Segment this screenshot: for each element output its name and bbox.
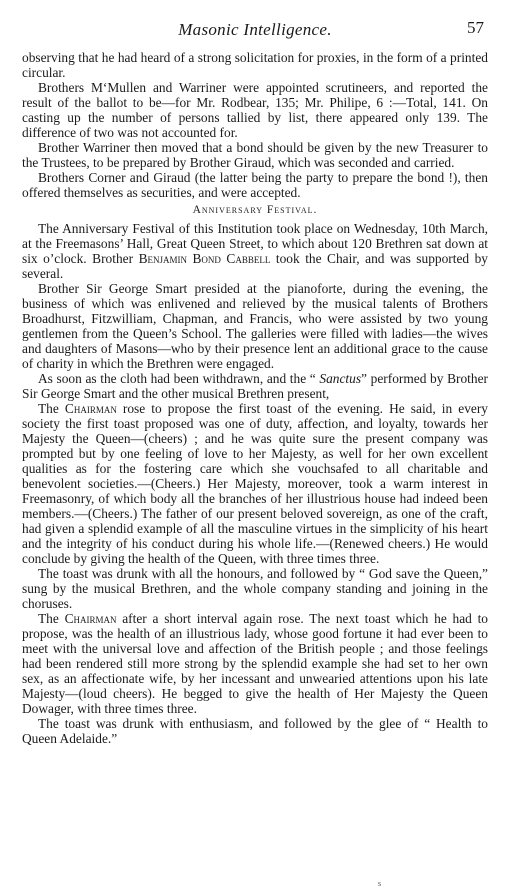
page	[22, 16, 488, 746]
page-number: 57	[467, 18, 484, 37]
paragraph	[22, 221, 488, 281]
text-span: As soon as the cloth had been withdrawn, and the “	[38, 371, 320, 386]
paragraph: observing that he had heard of a strong solicitation for proxies, in the form of a printed circular.	[22, 50, 488, 80]
paragraph	[22, 401, 488, 566]
paragraph: Brother Warriner then moved that a bond should be given by the new Treasurer to the Trustees, to be prepared by Brother Giraud, which was seconded and carried.	[22, 140, 488, 170]
text-span: ” performed by Brother Sir George Smart and the other musical Brethren present,	[22, 371, 488, 401]
running-header	[22, 16, 488, 40]
chairman-name: Benjamin Bond Cabbell	[138, 251, 271, 266]
paragraph	[22, 611, 488, 716]
paragraph	[22, 371, 488, 401]
text-span: took the Chair, and was supported by several.	[22, 251, 489, 281]
text-span: after a short interval again rose. The next toast which he had to propose, was the health of an illustrious lady, whose good fortune it had ever been to meet with the universal love and affection of the British people ; and those feelings had been rendered still more strong by the splendid example she had set to her own sex, as an affectionate wife, by her incessant and unwearied attentions upon his late Majesty—(loud cheers). He begged to give the health of Her Majesty the Queen Dowager, with three times three.	[22, 611, 488, 716]
text-span: The Anniversary Festival of this Institution took place on Wednesday, 10th March, at the Freemasons’ Hall, Great Queen Street, to which about 120 Brethren sat down at six o’clock. Brother	[22, 221, 488, 266]
paragraph: Brothers Corner and Giraud (the latter being the party to prepare the bond !), then offered themselves as securities, and were accepted.	[22, 170, 488, 200]
text-span: rose to propose the first toast of the evening. He said, in every society the first toast proposed was one of duty, affection, and loyalty, towards her Majesty the Queen—(cheers) ; and he was quite sure the present company was prompted but by one feeling of love to her Majesty, as well for her own excellent qualities as for the fostering care which she vouchsafed to all charitable and benevolent societies.—(Cheers.) Her Majesty, moreover, took a warm interest in Freemasonry, of which body all the branches of her illustrious house had indeed been members.—(Cheers.) The father of our present beloved sovereign, as one of the craft, had given a splendid example of all the masculine virtues in the simplicity of his heart and the integrity of his conduct during his whole life.—(Renewed cheers.) He would conclude by giving the health of the Queen, with three times three.	[22, 401, 488, 566]
italic-title: Sanctus	[319, 371, 362, 386]
paragraph: The toast was drunk with all the honours, and followed by “ God save the Queen,” sung by the musical Brethren, and the whole company standing and joining in the choruses.	[22, 566, 488, 611]
chairman-term: Chairman	[64, 611, 117, 626]
section-heading: Anniversary Festival.	[192, 204, 318, 216]
paragraph: Brothers M‘Mullen and Warriner were appointed scrutineers, and reported the result of the ballot to be—for Mr. Rodbear, 135; Mr. Philipe, 6 :—Total, 141. On casting up the number of persons tallied by list, there appeared only 139. The difference of two was not accounted for.	[22, 80, 488, 140]
chairman-term: Chairman	[64, 401, 117, 416]
paragraph: Brother Sir George Smart presided at the pianoforte, during the evening, the business of which was enlivened and relieved by the musical talents of Brothers Broadhurst, Fitzwilliam, Chapman, and Francis, who were assisted by two young gentlemen from the Queen’s School. The galleries were filled with ladies—the wives and daughters of Masons—who by their presence lent an additional grace to the cause of charity in which the Brethren were engaged.	[22, 281, 488, 371]
footer-mark: s	[378, 879, 382, 888]
paragraph: The toast was drunk with enthusiasm, and followed by the glee of “ Health to Queen Adelaide.”	[22, 716, 488, 746]
text-span: The	[38, 401, 65, 416]
text-span: The	[38, 611, 65, 626]
running-title: Masonic Intelligence.	[178, 20, 332, 39]
